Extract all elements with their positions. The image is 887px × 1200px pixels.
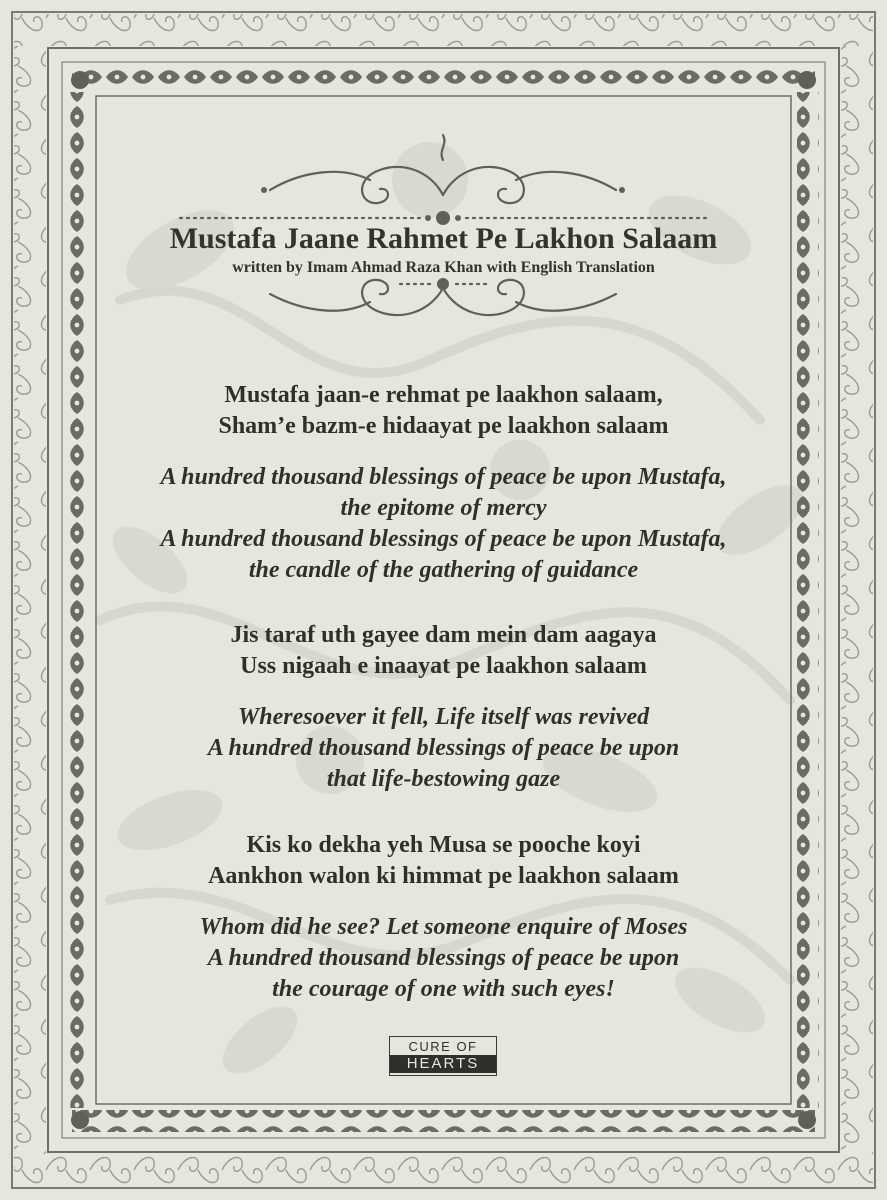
- stanza-line: the epitome of mercy: [340, 495, 547, 521]
- stanza-line: the candle of the gathering of guidance: [248, 557, 639, 583]
- stanza-2: [100, 462, 787, 586]
- stanza-3: [100, 620, 787, 682]
- stanza-6: [100, 912, 787, 1005]
- stanza-line: Aankhon walon ki himmat pe laakhon salaam: [208, 863, 679, 889]
- stanza-line: Jis taraf uth gayee dam mein dam aagaya: [230, 622, 657, 648]
- cure-of-hearts-logo: [389, 1036, 497, 1076]
- stanza-line: Mustafa jaan-e rehmat pe laakhon salaam,: [224, 382, 663, 408]
- stanza-line: Uss nigaah e inaayat pe laakhon salaam: [240, 653, 647, 679]
- stanza-line: Sham’e bazm-e hidaayat pe laakhon salaam: [218, 413, 669, 439]
- stanza-1: [100, 380, 787, 442]
- stanza-line: Wheresoever it fell, Life itself was revived: [237, 704, 650, 730]
- stanza-line: Kis ko dekha yeh Musa se pooche koyi: [246, 832, 641, 858]
- stanza-line: A hundred thousand blessings of peace be upon Mustafa,: [160, 526, 727, 552]
- stanza-line: A hundred thousand blessings of peace be upon: [207, 735, 680, 761]
- stanza-4: [100, 702, 787, 795]
- page-subtitle: written by Imam Ahmad Raza Khan with English Translation: [232, 259, 655, 276]
- stanza-line: Whom did he see? Let someone enquire of Moses: [199, 914, 688, 940]
- stanza-line: that life-bestowing gaze: [326, 766, 561, 792]
- page-title: Mustafa Jaane Rahmet Pe Lakhon Salaam: [169, 222, 718, 255]
- stanza-line: A hundred thousand blessings of peace be upon: [207, 945, 680, 971]
- stanza-line: A hundred thousand blessings of peace be upon Mustafa,: [160, 464, 727, 490]
- stanza-5: [100, 830, 787, 892]
- logo-line-1: CURE OF: [408, 1039, 478, 1054]
- stanza-line: the courage of one with such eyes!: [272, 976, 615, 1002]
- logo-line-2: HEARTS: [390, 1055, 496, 1073]
